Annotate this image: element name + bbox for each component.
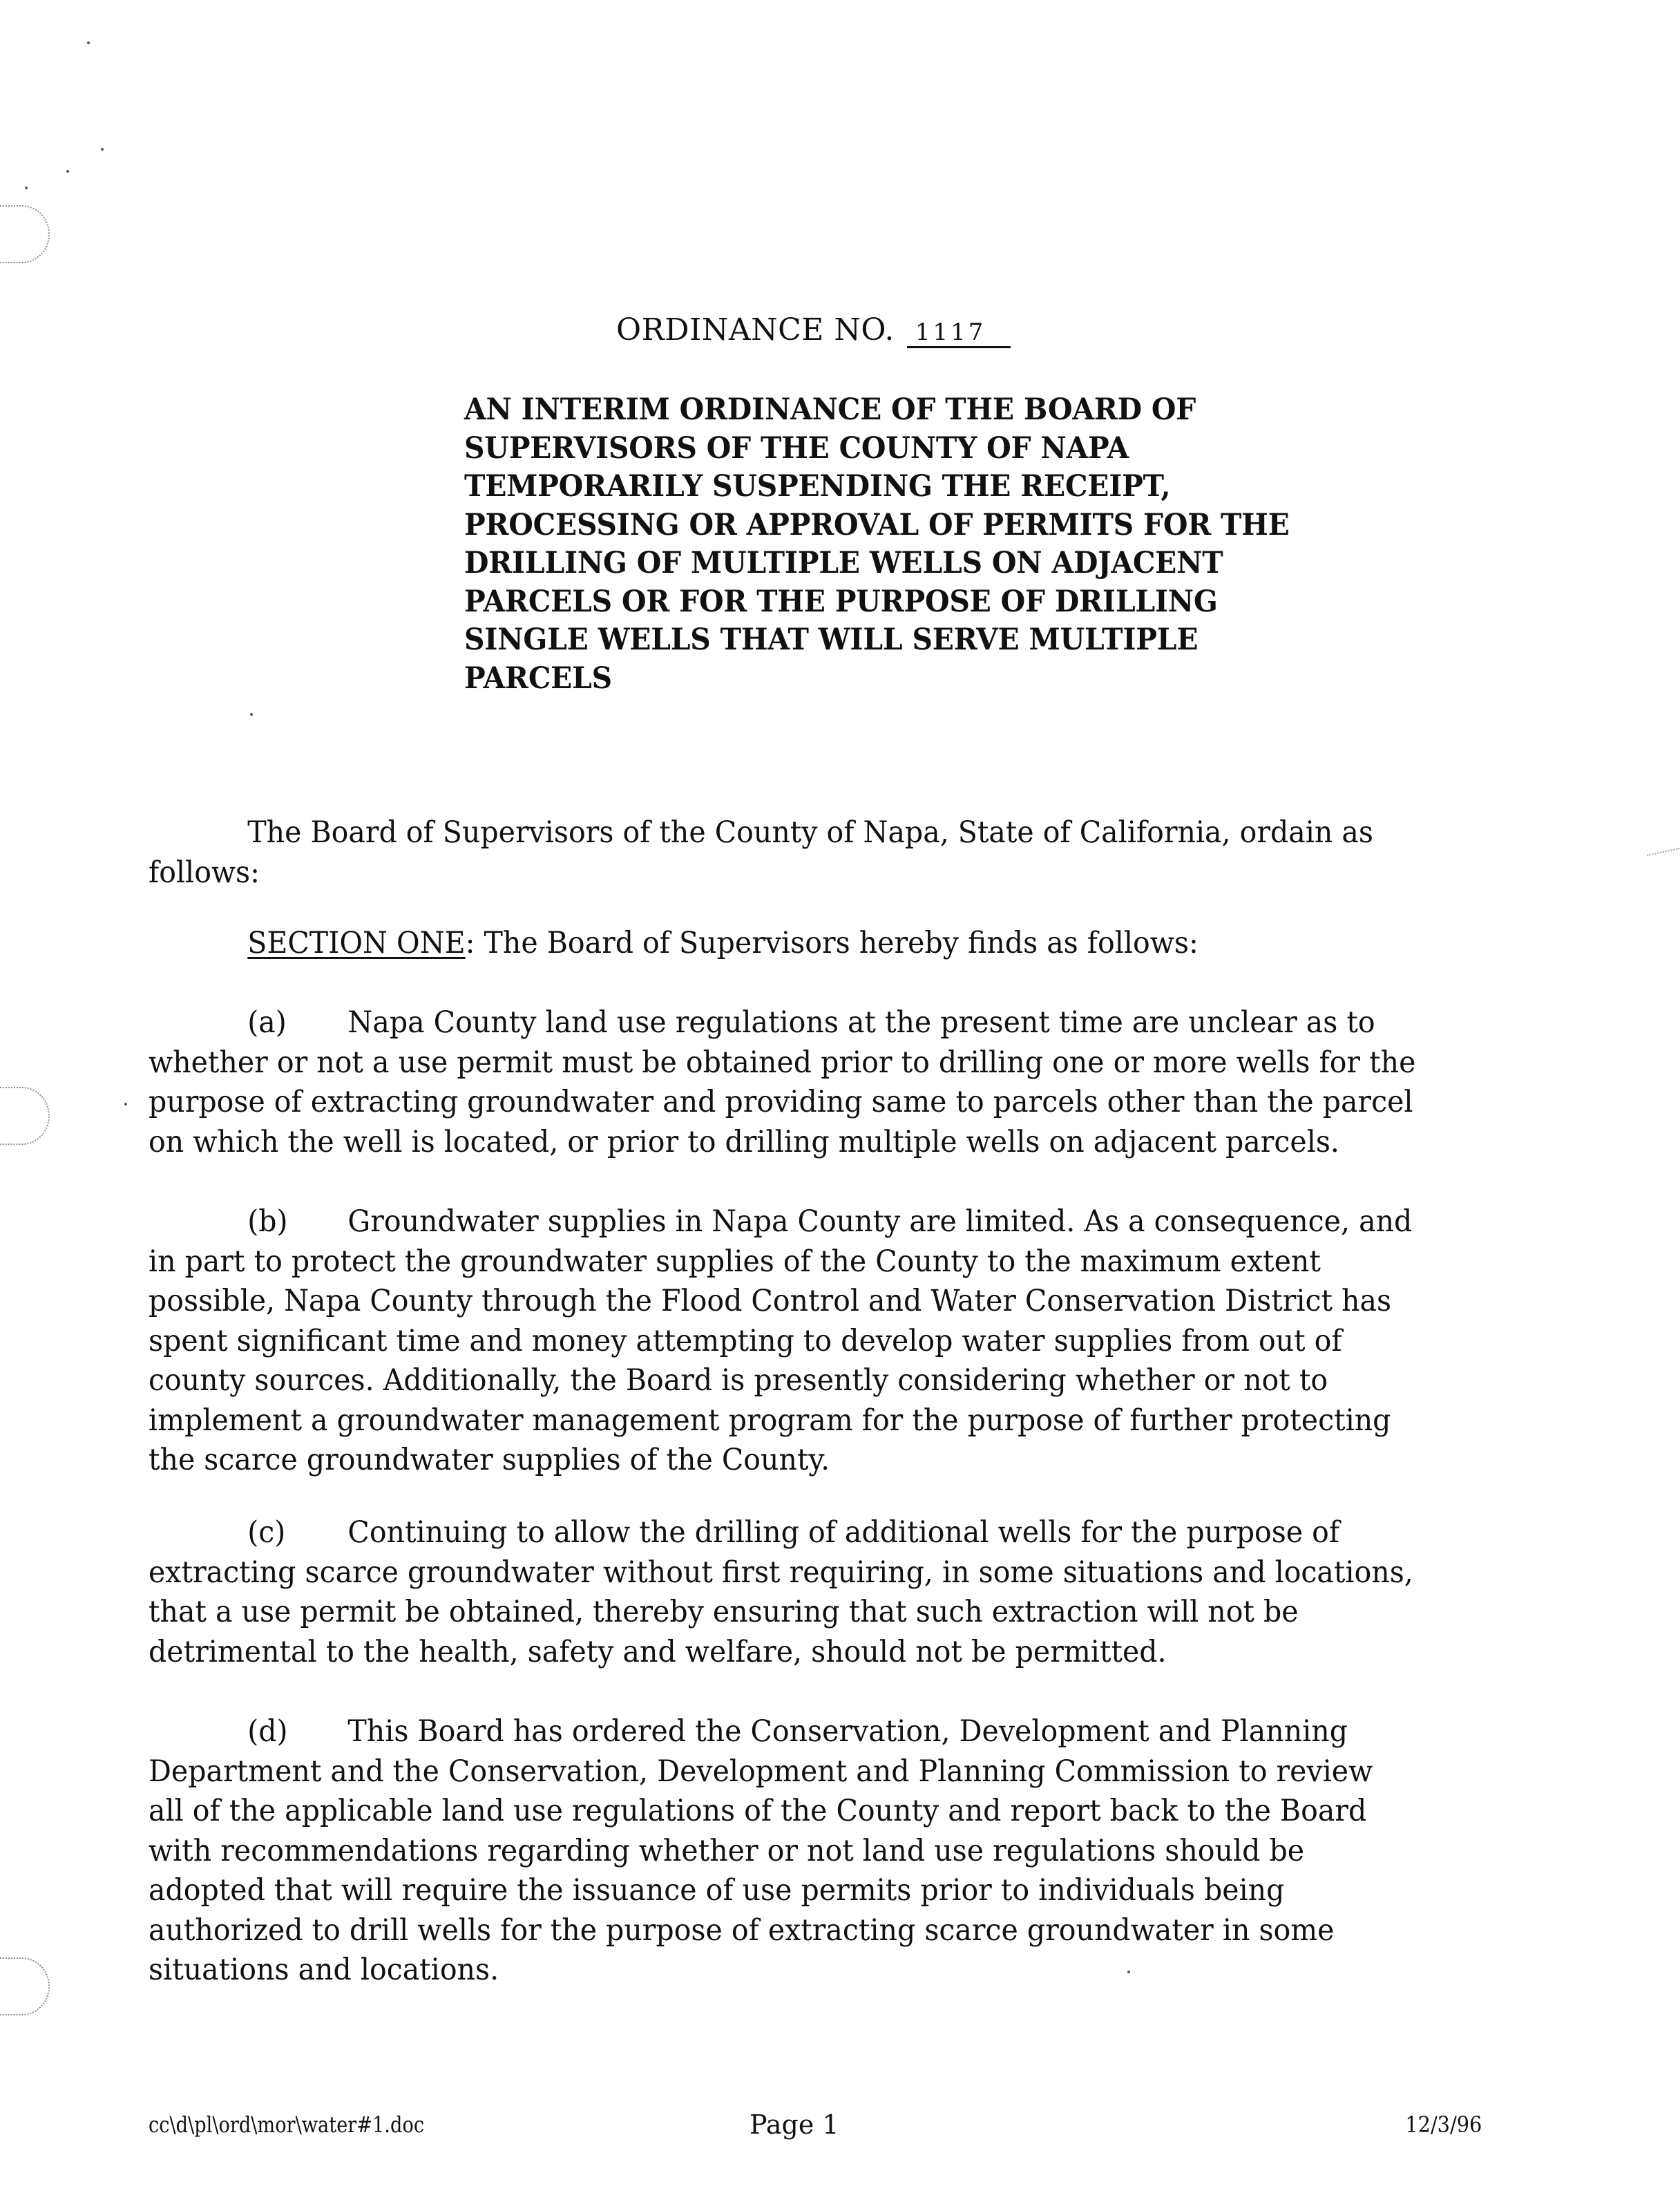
- section-label: SECTION ONE: [247, 926, 466, 960]
- finding-c-paragraph: [149, 1513, 1502, 1672]
- paragraph-text: Napa County land use regulations at the present time are unclear as to: [347, 1005, 1375, 1040]
- finding-letter: (c): [247, 1515, 286, 1550]
- ordinance-label: ORDINANCE NO.: [616, 312, 895, 348]
- scan-speck: [250, 713, 253, 716]
- title-line: PARCELS OR FOR THE PURPOSE OF DRILLING: [464, 584, 1218, 619]
- paragraph-text: The Board of Supervisors of the County of Napa, State of California, ordain as: [247, 815, 1373, 850]
- finding-letter: (a): [247, 1005, 287, 1040]
- page-footer: [149, 2107, 1482, 2142]
- title-line: AN INTERIM ORDINANCE OF THE BOARD OF: [464, 392, 1196, 427]
- paragraph-text: all of the applicable land use regulations of the County and report back to the Board: [149, 1794, 1367, 1828]
- footer-page-number: Page 1: [750, 2109, 839, 2140]
- paragraph-text: whether or not a use permit must be obtained prior to drilling one or more wells for the: [149, 1045, 1416, 1080]
- scan-speck: [66, 170, 69, 173]
- scan-speck: [25, 187, 28, 189]
- footer-file-path: cc\d\pl\ord\mor\water#1.doc: [149, 2112, 425, 2138]
- title-line: PROCESSING OR APPROVAL OF PERMITS FOR THE: [464, 507, 1290, 542]
- paragraph-text: detrimental to the health, safety and welfare, should not be permitted.: [149, 1634, 1167, 1669]
- paragraph-text: county sources. Additionally, the Board is presently considering whether or not to: [149, 1363, 1328, 1398]
- punch-hole-mark: [0, 1957, 50, 2015]
- paragraph-text: extracting scarce groundwater without first requiring, in some situations and locations,: [149, 1555, 1413, 1590]
- title-line: TEMPORARILY SUSPENDING THE RECEIPT,: [464, 469, 1171, 504]
- paragraph-text: purpose of extracting groundwater and providing same to parcels other than the parcel: [149, 1085, 1413, 1119]
- section-intro-text: : The Board of Supervisors hereby finds as follows:: [465, 926, 1199, 960]
- ordinance-title: [464, 391, 1390, 698]
- paragraph-text: spent significant time and money attempting to develop water supplies from out of: [149, 1323, 1342, 1358]
- punch-hole-mark: [0, 1087, 50, 1145]
- finding-letter: (b): [247, 1204, 288, 1239]
- paragraph-text: This Board has ordered the Conservation, Development and Planning: [347, 1714, 1348, 1749]
- scan-mark: [1647, 848, 1680, 857]
- paragraph-text: Department and the Conservation, Development and Planning Commission to review: [149, 1754, 1373, 1789]
- paragraph-text: with recommendations regarding whether or not land use regulations should be: [149, 1833, 1305, 1868]
- finding-d-paragraph: [149, 1712, 1502, 1991]
- finding-a-paragraph: [149, 1003, 1502, 1162]
- scan-speck: [101, 148, 104, 151]
- punch-hole-mark: [0, 205, 50, 263]
- title-line: DRILLING OF MULTIPLE WELLS ON ADJACENT: [464, 546, 1223, 580]
- paragraph-text: on which the well is located, or prior to drilling multiple wells on adjacent parcels.: [149, 1124, 1339, 1159]
- paragraph-text: authorized to drill wells for the purpose of extracting scarce groundwater in some: [149, 1913, 1335, 1948]
- finding-letter: (d): [247, 1714, 288, 1749]
- paragraph-text: the scarce groundwater supplies of the County.: [149, 1443, 830, 1477]
- ordinance-number-heading: [616, 312, 1011, 348]
- title-line: SINGLE WELLS THAT WILL SERVE MULTIPLE: [464, 623, 1199, 657]
- footer-date: 12/3/96: [1404, 2112, 1482, 2138]
- paragraph-text: Groundwater supplies in Napa County are limited. As a consequence, and: [347, 1204, 1413, 1239]
- paragraph-text: that a use permit be obtained, thereby ensuring that such extraction will not be: [149, 1595, 1299, 1629]
- scan-speck: [87, 41, 90, 44]
- paragraph-text: in part to protect the groundwater supplies of the County to the maximum extent: [149, 1244, 1321, 1279]
- section-one-heading: [149, 924, 1502, 964]
- paragraph-text: follows:: [149, 855, 260, 890]
- ordinance-number-value: 1117: [907, 319, 1011, 348]
- title-line: PARCELS: [464, 661, 612, 696]
- paragraph-text: Continuing to allow the drilling of additional wells for the purpose of: [347, 1515, 1340, 1550]
- preamble-paragraph: [149, 813, 1502, 893]
- paragraph-text: implement a groundwater management program for the purpose of further protecting: [149, 1403, 1391, 1438]
- finding-b-paragraph: [149, 1202, 1502, 1481]
- paragraph-text: situations and locations.: [149, 1953, 499, 1987]
- title-line: SUPERVISORS OF THE COUNTY OF NAPA: [464, 430, 1129, 466]
- paragraph-text: adopted that will require the issuance of use permits prior to individuals being: [149, 1873, 1285, 1908]
- scan-speck: [124, 1103, 127, 1106]
- paragraph-text: possible, Napa County through the Flood Control and Water Conservation District has: [149, 1284, 1392, 1318]
